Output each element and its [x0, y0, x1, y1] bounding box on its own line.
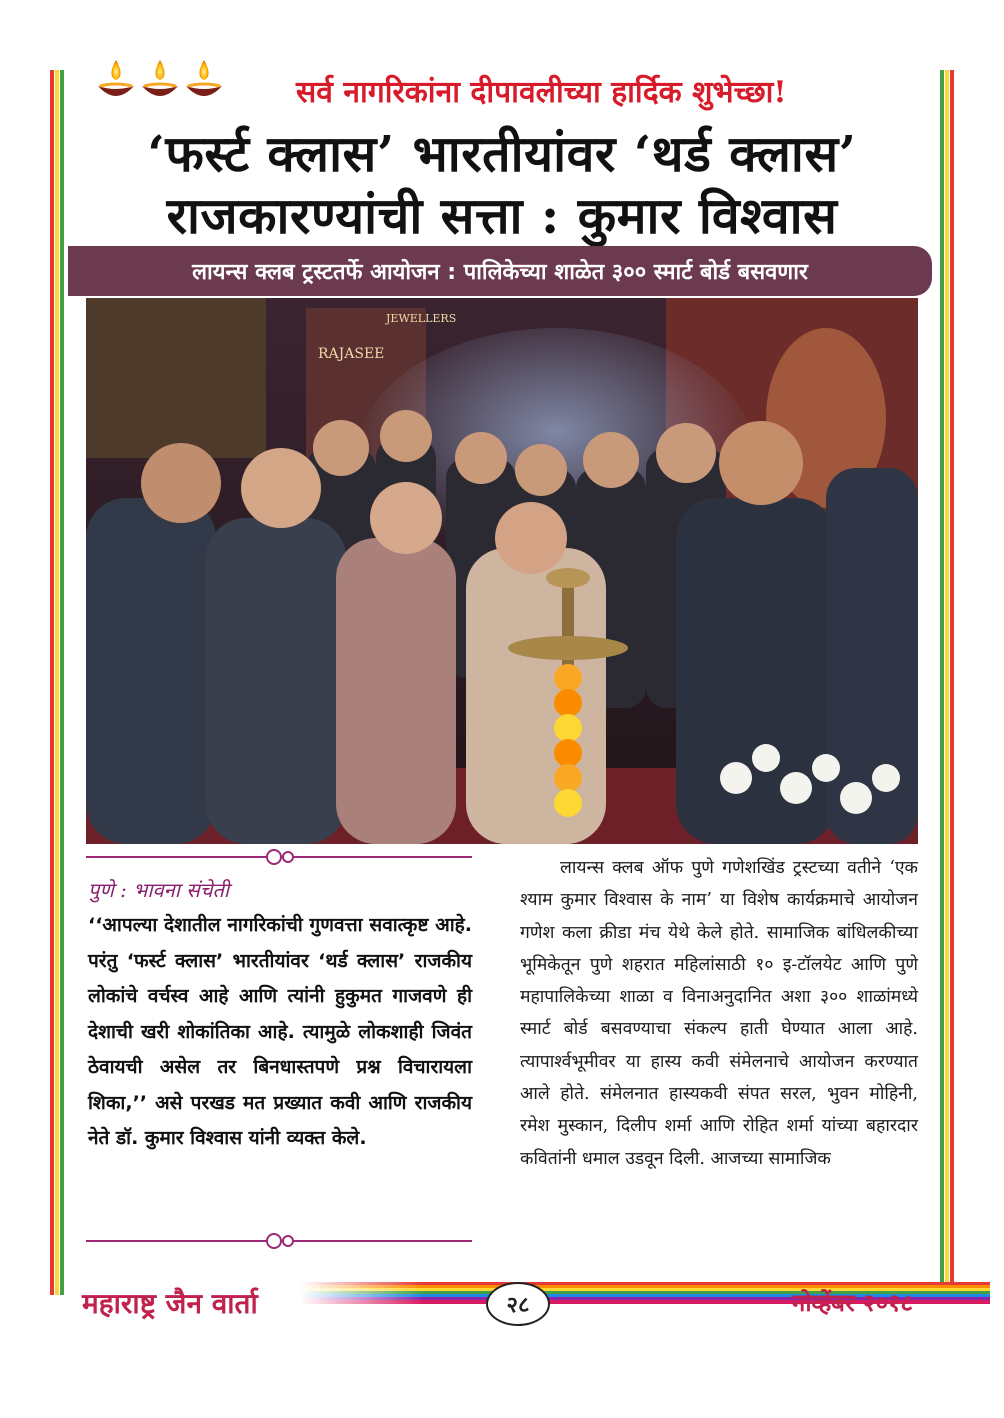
- article-body: [520, 852, 918, 1175]
- right-stripe-3: [950, 70, 954, 1295]
- byline: पुणे : भावना संचेती: [88, 878, 230, 902]
- subheadline-band: [68, 246, 932, 296]
- footer-date: नोव्हेंबर २०१८: [792, 1289, 914, 1317]
- divider-bottom-ornament: [266, 1233, 282, 1249]
- footer-brand: महाराष्ट्र जैन वार्ता: [82, 1287, 258, 1320]
- diwali-greeting: सर्व नागरिकांना दीपावलीच्या हार्दिक शुभेच्छा!: [296, 75, 787, 110]
- photo-banner-text-2: JEWELLERS: [386, 312, 457, 325]
- quote-paragraph: ‘‘आपल्या देशातील नागरिकांची गुणवत्ता सवात्कृष्ट आहे. परंतु ‘फर्स्ट क्लास’ भारतीयांवर ‘थर्ड क्लास’ राजकीय लोकांचे वर्चस्व आहे आणि त्यांनी हुकुमत गाजवणे ही देशाची खरी शोकांतिका आहे. त्यामुळे लोकशाही जिवंत ठेवायची असेल तर बिनधास्तपणे प्रश्न विचारायला शिका,’’ असे परखड मत प्रख्यात कवी आणि राजकीय नेते डॉ. कुमार विश्वास यांनी व्यक्त केले.: [88, 914, 472, 1149]
- subheadline-text: लायन्स क्लब ट्रस्टतर्फे आयोजन : पालिकेच्या शाळेत ३०० स्मार्ट बोर्ड बसवणार: [192, 260, 808, 285]
- headline-line-1: ‘फर्स्ट क्लास’ भारतीयांवर ‘थर्ड क्लास’: [147, 124, 857, 183]
- right-stripe-1: [940, 70, 944, 1295]
- left-stripe-3: [60, 70, 64, 1295]
- right-stripe-2: [945, 70, 949, 1295]
- left-stripe-1: [50, 70, 54, 1295]
- divider-top-ornament: [266, 849, 282, 865]
- left-stripe-2: [55, 70, 59, 1295]
- headline-line-2: राजकारण्यांची सत्ता : कुमार विश्वास: [166, 186, 838, 245]
- event-photo-illustration: [86, 298, 918, 844]
- page-number-text: २८: [506, 1293, 530, 1318]
- page-number: [486, 1282, 550, 1326]
- diya-lamps-icon: [96, 58, 226, 108]
- divider-top-ornament-2: [282, 851, 294, 863]
- divider-bottom-ornament-2: [282, 1235, 294, 1247]
- event-photo: [86, 298, 918, 844]
- article-body-paragraph: लायन्स क्लब ऑफ पुणे गणेशखिंड ट्रस्टच्या वतीने ‘एक श्याम कुमार विश्वास के नाम’ या विशेष कार्यक्रमाचे आयोजन गणेश कला क्रीडा मंच येथे केले होते. सामाजिक बांधिलकीच्या भूमिकेतून पुणे शहरात महिलांसाठी १० इ-टॉलयेट आणि पुणे महापालिकेच्या शाळा व विनाअनुदानित अशा ३०० शाळांमध्ये स्मार्ट बोर्ड बसवण्याचा संकल्प हाती घेण्यात आला आहे. त्यापार्श्वभूमीवर या हास्य कवी संमेलनाचे आयोजन करण्यात आले होते. संमेलनात हास्यकवी संपत सरल, भुवन मोहिनी, रमेश मुस्कान, दिलीप शर्मा आणि रोहित शर्मा यांच्या बहारदार कवितांनी धमाल उडवून दिली. आजच्या सामाजिक: [520, 858, 918, 1169]
- photo-banner-text-1: RAJASEE: [318, 346, 385, 362]
